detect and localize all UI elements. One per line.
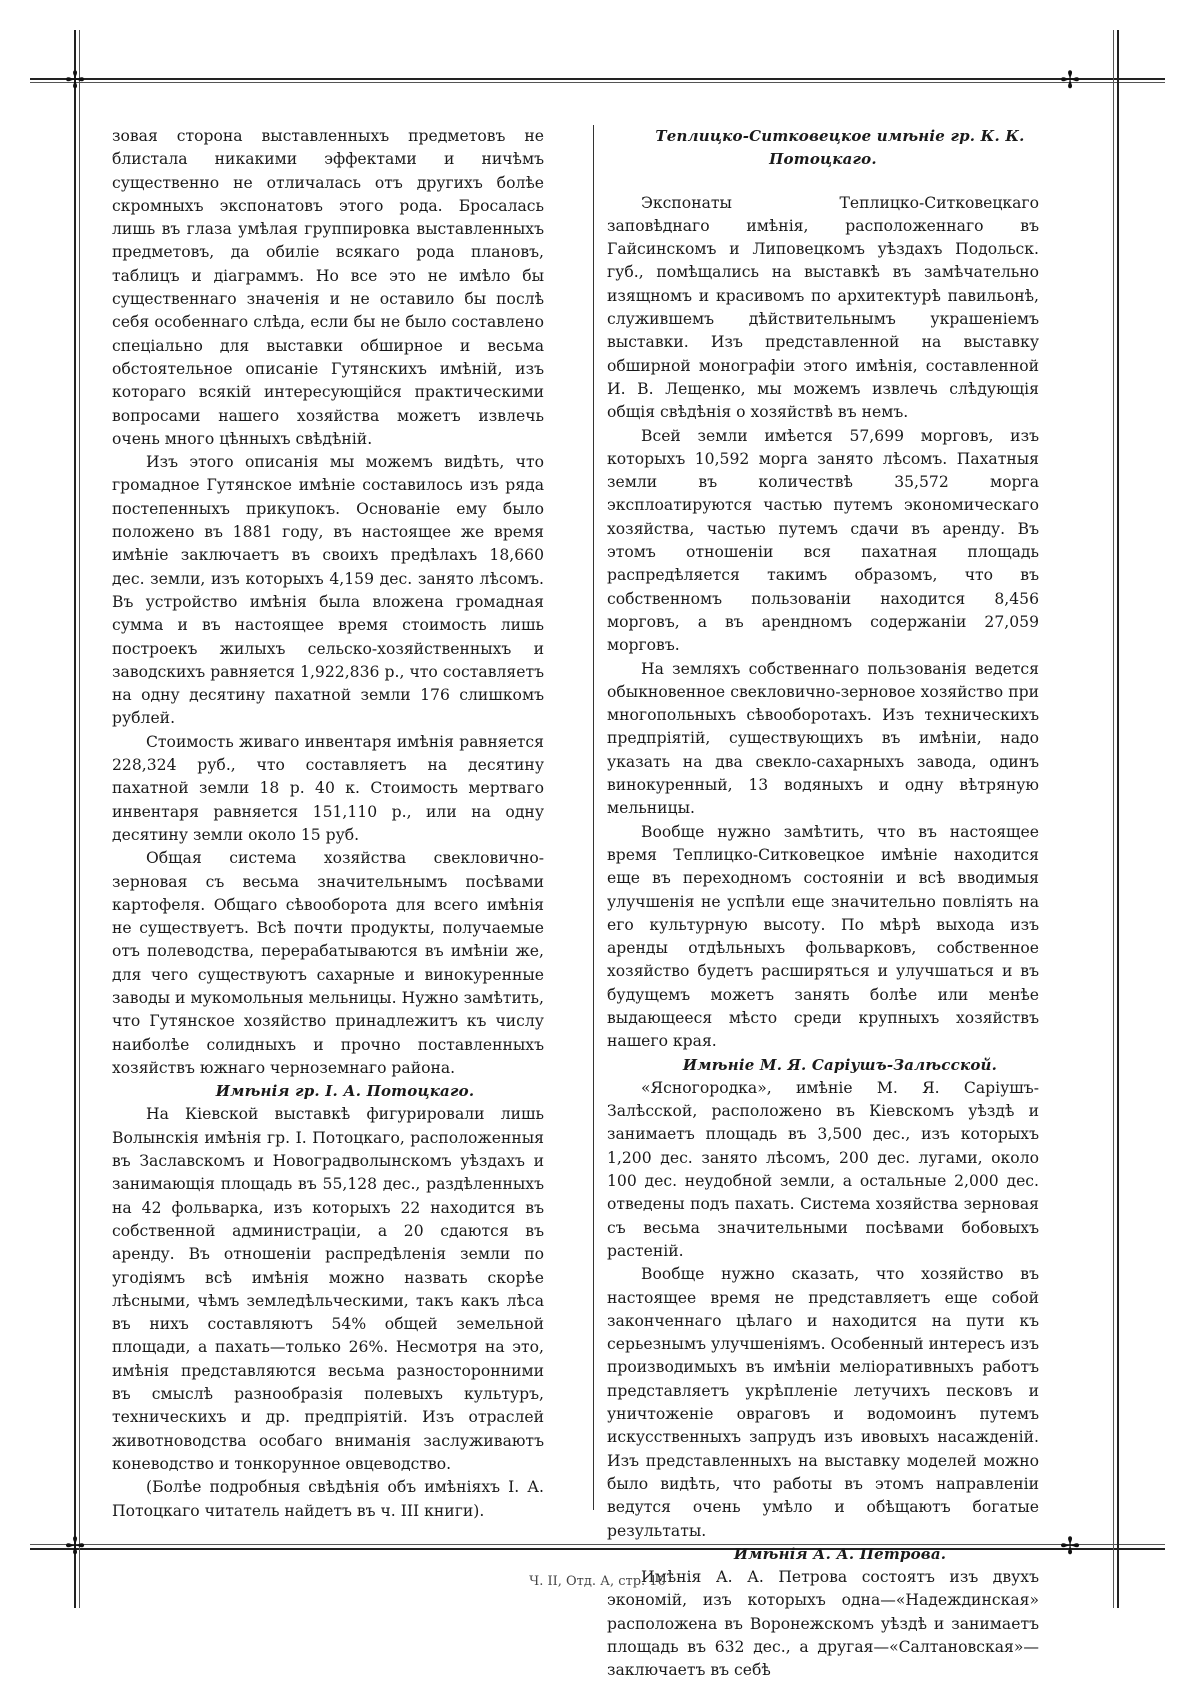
paragraph: Экспонаты Теплицко-Ситковецкаго заповѣднаго имѣнія, расположеннаго въ Гайсинскомъ и Липовецкомъ уѣздахъ Подольск. губ., помѣщались на выставкѣ въ замѣчательно изящномъ и красивомъ по архитектурѣ павильонѣ, служившемъ дѣйствительнымъ украшеніемъ выставки. Изъ представленной на выставку обширной монографіи этого имѣнія, составленной И. В. Лещенко, мы можемъ извлечь слѣдующія общія свѣдѣнія о хозяйствѣ въ немъ. bbox=[607, 193, 1039, 422]
paragraph: зовая сторона выставленныхъ предметовъ не блистала никакими эффектами и ничѣмъ существенно не отличалась отъ другихъ болѣе скромныхъ экспонатовъ этого рода. Бросалась лишь въ глаза умѣлая группировка выставленныхъ предметовъ, да обиліе всякаго рода плановъ, таблицъ и діаграммъ. Но все это не имѣло бы существеннаго значенія и не оставило бы послѣ себя особеннаго слѣда, если бы не было составлено спеціально для выставки обширное и весьма обстоятельное описаніе Гутянскихъ имѣній, изъ котораго всякій интересующійся практическими вопросами нашего хозяйства можетъ извлечь очень много цѣнныхъ свѣдѣній. bbox=[112, 127, 544, 448]
page-footer: Ч. II, Отд. А, стр. 10 bbox=[529, 1574, 666, 1589]
frame-top-inner-border bbox=[30, 82, 1165, 83]
paragraph: Вообще нужно замѣтить, что въ настоящее время Теплицко-Ситковецкое имѣніе находится еще въ переходномъ состояніи и всѣ вводимыя улучшенія не успѣли еще значительно повліять на его культурную высоту. По мѣрѣ выхода изъ аренды отдѣльныхъ фольварковъ, собственное хозяйство будетъ расширяться и улучшаться и въ будущемъ можетъ занять болѣе или менѣе выдающееся мѣсто среди крупныхъ хозяйствъ нашего края. bbox=[607, 822, 1039, 1051]
frame-left-inner-border bbox=[79, 30, 80, 1608]
corner-ornament-icon: ✢ bbox=[1059, 1532, 1081, 1560]
paragraph: (Болѣе подробныя свѣдѣнія объ имѣніяхъ І. А. Потоцкаго читатель найдетъ въ ч. III книги). bbox=[112, 1478, 544, 1520]
paragraph: Общая система хозяйства свекловично-зерновая съ весьма значительнымъ посѣвами картофеля. Общаго сѣвооборота для всего имѣнія не существуетъ. Всѣ почти продукты, получаемые отъ полеводства, перерабатываются въ имѣніи же, для чего существуютъ сахарные и винокуренные заводы и мукомольныя мельницы. Нужно замѣтить, что Гутянское хозяйство принадлежитъ къ числу наиболѣе солидныхъ и прочно поставленныхъ хозяйствъ южнаго черноземнаго района. bbox=[112, 849, 544, 1077]
frame-left-border bbox=[74, 30, 76, 1608]
paragraph: Всей земли имѣется 57,699 морговъ, изъ которыхъ 10,592 морга занято лѣсомъ. Пахатныя земли въ количествѣ 35,572 морга эксплоатируются частью путемъ экономическаго хозяйства, частью путемъ сдачи въ аренду. Въ этомъ отношеніи вся пахатная площадь распредѣляется такимъ образомъ, что въ собственномъ пользованіи находится 8,456 морговъ, а въ арендномъ содержаніи 27,059 морговъ. bbox=[607, 426, 1039, 655]
corner-ornament-icon: ✢ bbox=[64, 66, 86, 94]
paragraph: Имѣнія А. А. Петрова состоятъ изъ двухъ экономій, изъ которыхъ одна—«Надеждинская» расположена въ Воронежскомъ уѣздѣ и занимаетъ площадь въ 632 дес., а другая—«Салтановская»—заключаетъ въ себѣ bbox=[607, 1568, 1039, 1680]
paragraph: Изъ этого описанія мы можемъ видѣть, что громадное Гутянское имѣніе составилось изъ ряда постепенныхъ прикупокъ. Основаніе ему было положено въ 1881 году, въ настоящее же время имѣніе заключаетъ въ своихъ предѣлахъ 18,660 дес. земли, изъ которыхъ 4,159 дес. занято лѣсомъ. Въ устройство имѣнія была вложена громадная сумма и въ настоящее время стоимость лишь построекъ жилыхъ сельско-хозяйственныхъ и заводскихъ равняется 1,922,836 р., что составляетъ на одну десятину пахатной земли 176 слишкомъ рублей. bbox=[112, 453, 544, 728]
section-heading: Имѣніе М. Я. Саріушъ-Залѣсской. bbox=[682, 1055, 998, 1074]
paragraph: Вообще нужно сказать, что хозяйство въ настоящее время не представляетъ еще собой законченнаго цѣлаго и находится на пути къ серьезнымъ улучшеніямъ. Особенный интересъ изъ производимыхъ въ имѣніи меліоративныхъ работъ представляетъ укрѣпленіе летучихъ песковъ и уничтоженіе овраговъ и водомоинъ путемъ искусственныхъ запрудъ изъ ивовыхъ насажденій. Изъ представленныхъ на выставку моделей можно было видѣть, что работы въ этомъ направленіи ведутся очень умѣло и обѣщаютъ богатые результаты. bbox=[607, 1265, 1039, 1540]
paragraph: «Ясногородка», имѣніе М. Я. Саріушъ-Залѣсской, расположено въ Кіевскомъ уѣздѣ и занимаетъ площадь въ 3,500 дес., изъ которыхъ 1,200 дес. занято лѣсомъ, 200 дес. лугами, около 100 дес. неудобной земли, а остальные 2,000 дес. отведены подъ пахать. Система хозяйства зерновая съ весьма значительными посѣвами бобовыхъ растеній. bbox=[607, 1078, 1039, 1260]
column-divider bbox=[593, 125, 594, 1510]
section-heading: Имѣнія гр. І. А. Потоцкаго. bbox=[215, 1082, 475, 1101]
frame-right-inner-border bbox=[1113, 30, 1114, 1608]
corner-ornament-icon: ✢ bbox=[1059, 66, 1081, 94]
corner-ornament-icon: ✢ bbox=[64, 1532, 86, 1560]
paragraph: Стоимость живаго инвентаря имѣнія равняется 228,324 руб., что составляетъ на десятину пахатной земли 18 р. 40 к. Стоимость мертваго инвентаря равняется 151,110 р., или на одну десятину земли около 15 руб. bbox=[112, 732, 544, 844]
paragraph: На Кіевской выставкѣ фигурировали лишь Волынскія имѣнія гр. І. Потоцкаго, расположенныя въ Заславскомъ и Новоградволынскомъ уѣздахъ и занимающія площадь въ 55,128 дес., раздѣленныхъ на 42 фольварка, изъ которыхъ 22 находится въ собственной администраціи, а 20 сдаются въ аренду. Въ отношеніи распредѣленія земли по угодіямъ всѣ имѣнія можно назвать скорѣе лѣсными, чѣмъ земледѣльческими, такъ какъ лѣса въ нихъ составляютъ 54% общей земельной площади, а пахать—только 26%. Несмотря на это, имѣнія представляются весьма разносторонними въ смыслѣ разнообразія полевыхъ культуръ, техническихъ и др. предпріятій. Изъ отраслей животноводства особаго вниманія заслуживаютъ коневодство и тонкорунное овцеводство. bbox=[112, 1105, 544, 1473]
section-heading: Имѣнія А. А. Петрова. bbox=[733, 1544, 947, 1563]
frame-right-border bbox=[1117, 30, 1119, 1608]
right-column bbox=[607, 125, 1039, 1683]
frame-top-border bbox=[30, 78, 1165, 80]
section-heading: Теплицко-Ситковецкое имѣніе гр. К. К. Потоцкаго. bbox=[655, 127, 1025, 169]
left-column bbox=[112, 125, 544, 1523]
paragraph: На земляхъ собственнаго пользованія ведется обыкновенное свекловично-зерновое хозяйство при многопольныхъ сѣвооборотахъ. Изъ техническихъ предпріятій, существующихъ въ имѣніи, надо указать на два свекло-сахарныхъ завода, одинъ винокуренный, 13 водяныхъ и одну вѣтряную мельницы. bbox=[607, 659, 1039, 818]
